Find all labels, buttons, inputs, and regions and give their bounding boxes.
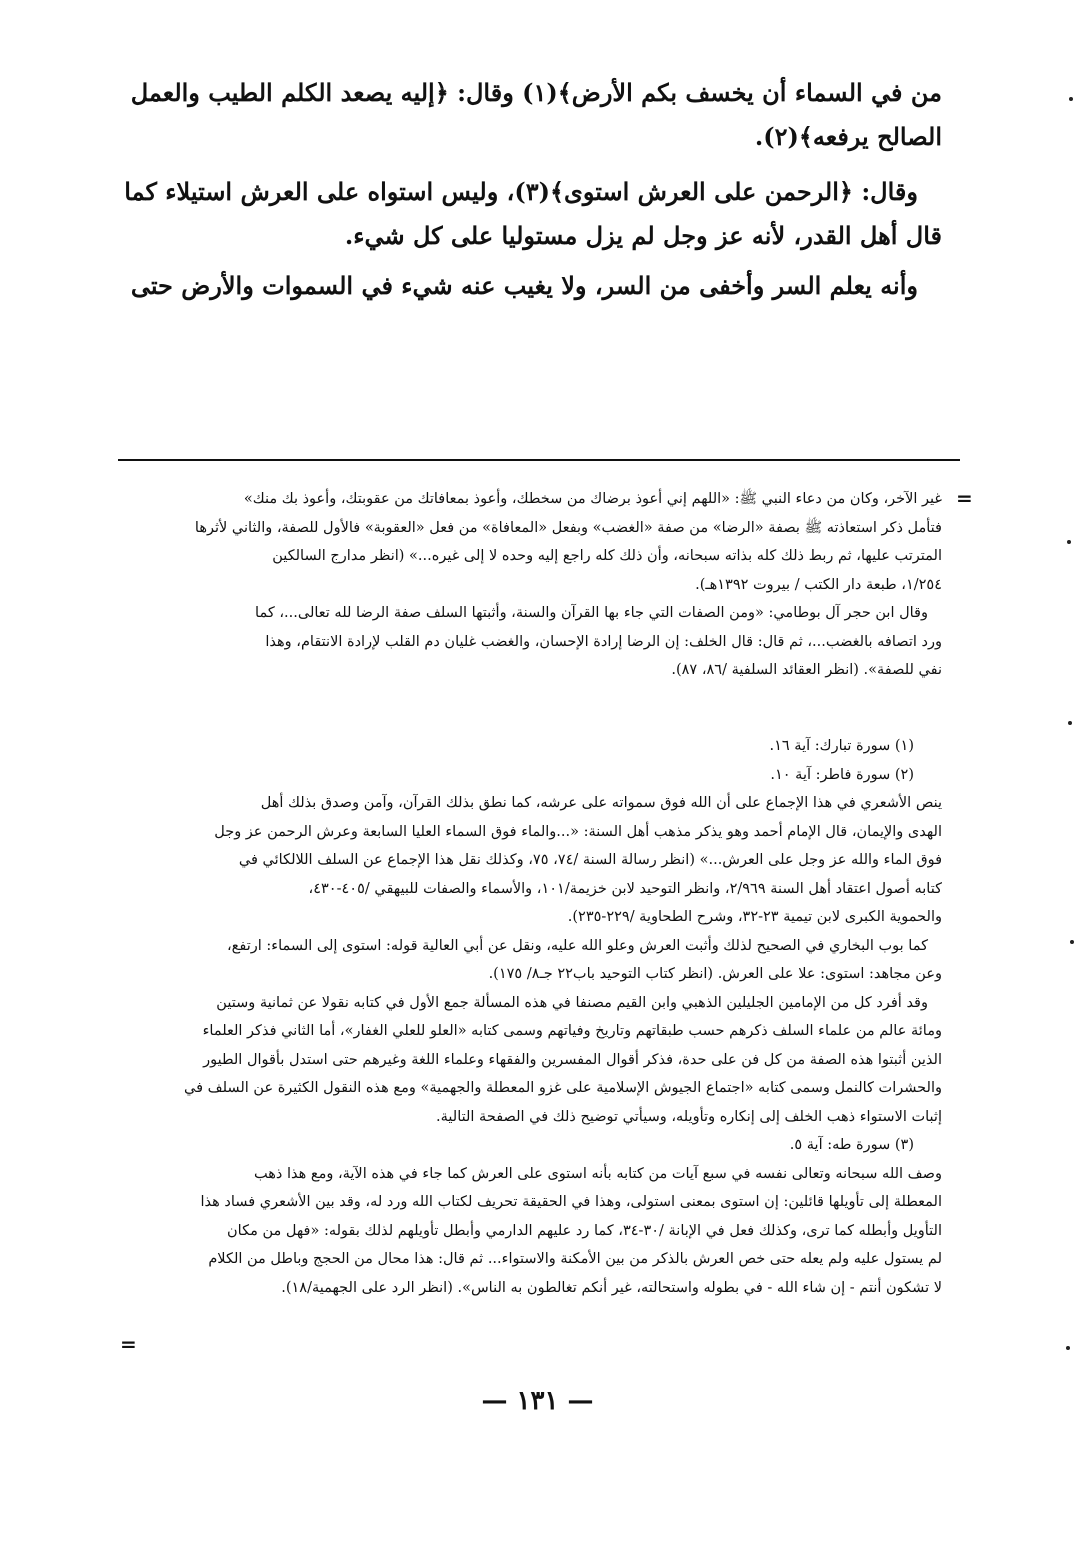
footnote-line: فوق الماء والله عز وجل على العرش...» (انظر رسالة السنة /٧٤، ٧٥، وكذلك نقل هذا الإجماع عن السلف اللالكائي في [238, 852, 942, 868]
main-paragraph-3 [120, 264, 942, 308]
footnote-line: غير الآخر، وكان من دعاء النبي ﷺ: «اللهم إني أعوذ برضاك من سخطك، وأعوذ بمعافاتك من عقوبتك، وأعوذ بك منك» [243, 491, 942, 507]
continuation-end-mark: = [120, 1332, 137, 1356]
main-line: من في السماء أن يخسف بكم الأرض﴾(١) وقال: ﴿إليه يصعد الكلم الطيب والعمل [130, 78, 942, 107]
scan-speck [1069, 97, 1073, 101]
footnote-line: والحموية الكبرى لابن تيمية ٢٣-٣٢، وشرح الطحاوية /٢٢٩-٢٣٥). [567, 909, 942, 925]
footnote-separator [118, 459, 960, 461]
scan-speck [1070, 940, 1074, 944]
main-line: وأنه يعلم السر وأخفى من السر، ولا يغيب عنه شيء في السموات والأرض حتى [130, 271, 918, 300]
main-paragraph-2 [120, 170, 942, 258]
footnote-continued [136, 485, 942, 685]
footnote-line: وقال ابن حجر آل بوطامي: «ومن الصفات التي جاء بها القرآن والسنة، وأثبتها السلف صفة الرضا لله تعالى...، كما [255, 605, 928, 621]
footnote-line: الهدى والإيمان، قال الإمام أحمد وهو يذكر مذهب أهل السنة: «...والماء فوق السماء العليا السابعة وعرش الرحمن عز وجل [214, 823, 942, 840]
scan-speck [1068, 721, 1072, 725]
footnote-line: وصف الله سبحانه وتعالى نفسه في سبع آيات من كتابه بأنه استوى على العرش كما جاء في هذه الآية، ومع هذا ذهب [254, 1165, 942, 1182]
footnote-1: (١) سورة تبارك: آية ١٦. [769, 738, 914, 754]
footnote-line: ومائة عالم من علماء السلف ذكرهم حسب طبقاتهم وتاريخ وفياتهم وسمى كتابه «العلو للعلي الغفار»، أما الثاني فذكر العلماء [202, 1023, 942, 1039]
footnote-line: فتأمل ذكر استعاذته ﷺ بصفة «الرضا» من صفة «الغضب» وبفعل «المعافاة» من فعل «العقوبة» فالأول للصفة، والثاني لأثرها [194, 519, 942, 536]
footnote-line: لم يستول عليه ولم يعله حتى خص العرش بالذكر من بين الأمكنة والاستواء... ثم قال: هذا محال من الحجج وباطل من الكلام [208, 1251, 942, 1267]
page-number: — ١٣١ — [481, 1386, 594, 1416]
main-line: وقال: ﴿الرحمن على العرش استوى﴾(٣)، وليس استواه على العرش استيلاء كما [124, 177, 918, 206]
footnote-line: نفي للصفة». (انظر العقائد السلفية /٨٦، ٨٧). [671, 662, 942, 678]
scan-speck [1067, 540, 1071, 544]
footnote-line: ورد اتصافه بالغضب...، ثم قال: قال الخلف: إن الرضا إرادة الإحسان، والغضب غليان دم القلب لإرادة الانتقام، وهذا [265, 633, 942, 650]
footnote-line: ١/٢٥٤، طبعة دار الكتب / بيروت ١٣٩٢هـ). [695, 576, 942, 593]
footnote-line: المعطلة إلى تأويلها قائلين: إن استوى بمعنى استولى، وهذا في الحقيقة تحريف لكتاب الله ورد له، وقد بين الأشعري فساد هذا [200, 1194, 942, 1210]
footnote-2: (٢) سورة فاطر: آية ١٠. [770, 766, 914, 783]
footnote-line: المترتب عليها، ثم ربط ذلك كله بذاته سبحانه، وأن ذلك كله راجع إليه وحده لا إلى غيره...» (انظر مدارج السالكين [272, 548, 942, 564]
footnote-line: الذين أثبتوا هذه الصفة من كل فن على حدة، فذكر أقوال المفسرين والفقهاء وعلماء اللغة وغيرهم حتى استدل بأقوال الطيور [203, 1051, 942, 1068]
main-paragraph-1 [120, 71, 942, 159]
footnote-line: لا تشكون أنتم - إن شاء الله - في بطوله واستحالته، غير أنكم تغالطون به الناس». (انظر الرد على الجهمية/١٨). [281, 1279, 942, 1296]
scan-speck [1066, 1346, 1070, 1350]
footnote-line: كتابه أصول اعتقاد أهل السنة ٢/٩٦٩، وانظر التوحيد لابن خزيمة/١٠١، والأسماء والصفات للبيهقي /٤٠٥-٤٣٠، [308, 880, 942, 897]
footnote-line: كما بوب البخاري في الصحيح لذلك وأثبت العرش وعلو الله عليه، ونقل عن أبي العالية قوله: استوى إلى السماء: ارتفع، [226, 937, 928, 954]
continuation-mark: = [956, 486, 973, 510]
footnote-line: التأويل وأبطله كما ترى، وكذلك فعل في الإبانة /٣٠-٣٤، كما رد عليهم الدارمي وأبطل تأويلهم لذلك بقوله: «فهل من مكان [227, 1222, 942, 1239]
footnote-line: وعن مجاهد: استوى: علا على العرش. (انظر كتاب التوحيد باب٢٢ جـ٨/ ١٧٥). [488, 966, 942, 982]
footnote-line: وقد أفرد كل من الإمامين الجليلين الذهبي وابن القيم مصنفا في هذه المسألة جمع الأول في كتابه نقولا عن ثمانية وستين [216, 994, 928, 1011]
footnote-3: (٣) سورة طه: آية ٥. [789, 1137, 914, 1153]
main-line: الصالح يرفعه﴾(٢). [754, 122, 942, 151]
footnote-line: ينص الأشعري في هذا الإجماع على أن الله فوق سمواته على عرشه، كما نطق بذلك القرآن، وآمن وصدق بذلك أهل [260, 795, 942, 811]
footnote-line: والحشرات كالنمل وسمى كتابه «اجتماع الجيوش الإسلامية على غزو المعطلة والجهمية» ومع هذه النقول الكثيرة عن السلف في [183, 1080, 942, 1096]
footnote-line: إثبات الاستواء ذهب الخلف إلى إنكاره وتأويله، وسيأتي توضيح ذلك في الصفحة التالية. [436, 1108, 942, 1125]
footnotes-list [136, 732, 942, 1302]
main-line: قال أهل القدر، لأنه عز وجل لم يزل مستوليا على كل شيء. [344, 221, 942, 250]
